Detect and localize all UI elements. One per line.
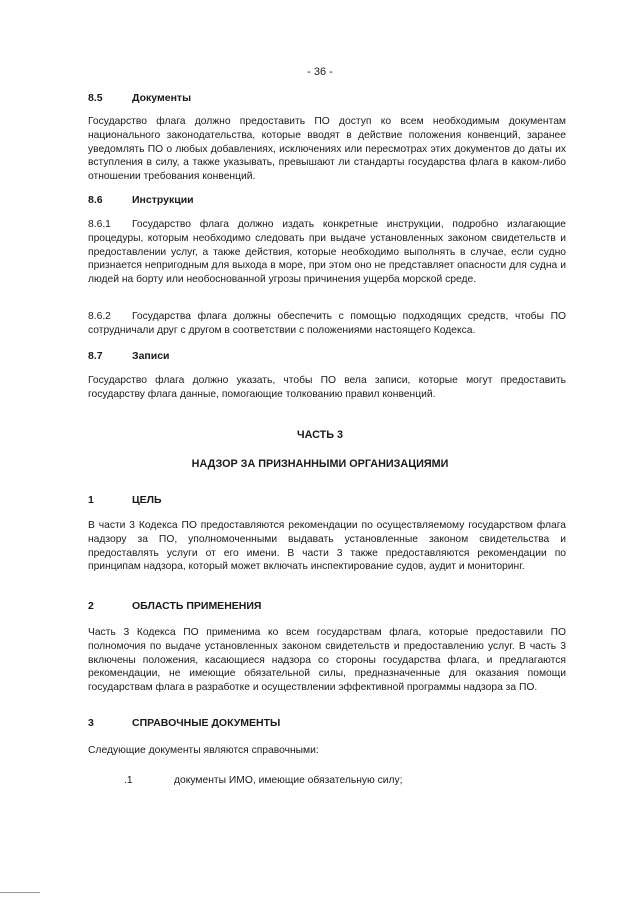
list-item-number: .1 (124, 775, 133, 786)
section-title: Записи (132, 350, 170, 362)
paragraph-text: Государства флага должны обеспечить с помощью подходящих средств, чтобы ПО сотрудничали друг с другом в соответствии с положениями настоящего Кодекса. (88, 311, 566, 336)
paragraph-text: Государство флага должно издать конкретные инструкции, подробно излагающие процедуры, которым необходимо следовать при выдаче установленных законом свидетельств и предоставлении услуг, а также действия, которые необходимо выполнять в случае, если судно признается непригодным для выхода в море, при этом оно не представляет опасности для судна и людей на борту или необоснованной угрозы причинения ущерба морской среде. (88, 219, 566, 286)
section-8-5-text: Государство флага должно предоставить ПО доступ ко всем необходимым документам национального законодательства, которые вводят в действие положения конвенций, заранее уведомлять ПО о любых добавлениях, исключениях или пересмотрах этих документов до даты их вступления в силу, а также указывать, превышают ли стандарты государства флага в каком-либо отношении требования конвенций. (88, 116, 566, 183)
part-label: ЧАСТЬ 3 (296, 429, 343, 441)
section-title: СПРАВОЧНЫЕ ДОКУМЕНТЫ (132, 717, 281, 729)
section-2-text: Часть 3 Кодекса ПО применима ко всем государствам флага, которые предоставили ПО полномочия по выдаче установленных законом свидетельств и предоставлению услуг. В часть 3 включены положения, касающиеся надзора со стороны государства флага, и предлагаются рекомендации, не имеющие обязательной силы, предназначенные для оказания помощи государствам флага в разработке и осуществлении эффективной программы надзора за ПО. (88, 627, 566, 694)
section-number: 2 (88, 600, 94, 612)
section-title: Инструкции (132, 194, 194, 206)
paragraph-8-6-1 (88, 218, 566, 287)
section-number: 8.5 (88, 92, 103, 104)
section-number: 1 (88, 494, 94, 506)
list-item-text: документы ИМО, имеющие обязательную силу; (174, 775, 403, 786)
section-8-5-heading (88, 92, 191, 104)
footer-rule (0, 892, 40, 893)
section-title: Документы (132, 92, 192, 104)
section-8-6-heading (88, 194, 194, 206)
paragraph-number: 8.6.2 (88, 311, 111, 322)
section-number: 8.6 (88, 194, 103, 206)
section-title: ЦЕЛЬ (132, 494, 162, 506)
section-8-7-heading (88, 350, 170, 362)
section-3-intro: Следующие документы являются справочными: (88, 745, 319, 756)
section-number: 8.7 (88, 350, 103, 362)
section-8-7-text: Государство флага должно указать, чтобы ПО вела записи, которые могут предоставить государству флага данные, помогающие толкованию правил конвенций. (88, 375, 566, 400)
section-1-heading (88, 494, 162, 506)
page-number: - 36 - (307, 66, 333, 78)
section-2-heading (88, 600, 261, 612)
section-1-text: В части 3 Кодекса ПО предоставляются рекомендации по осуществляемому государством флага надзору за ПО, уполномоченными выдавать установленные законом свидетельства и предоставлять услуги от его имени. В части 3 также предоставляются рекомендации по принципам надзора, который может включать инспектирование судов, аудит и мониторинг. (88, 520, 566, 573)
paragraph-number: 8.6.1 (88, 219, 111, 230)
section-3-heading (88, 717, 280, 729)
paragraph-8-6-2 (88, 310, 566, 338)
reference-list-item (124, 775, 403, 786)
section-number: 3 (88, 717, 94, 729)
part-title: НАДЗОР ЗА ПРИЗНАННЫМИ ОРГАНИЗАЦИЯМИ (191, 458, 449, 470)
section-title: ОБЛАСТЬ ПРИМЕНЕНИЯ (132, 600, 262, 612)
